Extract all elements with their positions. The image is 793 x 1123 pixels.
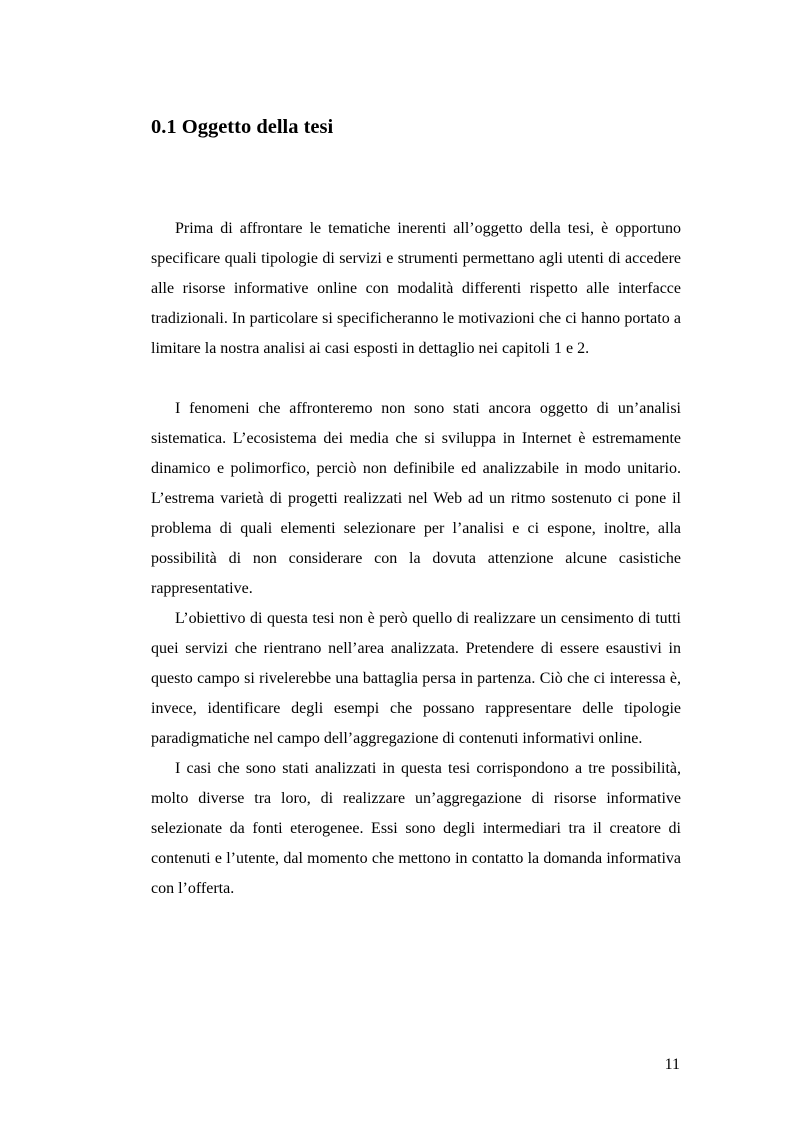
paragraph-phenomena: I fenomeni che affronteremo non sono stati ancora oggetto di un’analisi sistematica. L’ecosistema dei media che si sviluppa in Internet è estremamente dinamico e polimorfico, perciò non definibile ed analizzabile in modo unitario. L’estrema varietà di progetti realizzati nel Web ad un ritmo sostenuto ci pone il problema di quali elementi selezionare per l’analisi e ci espone, inoltre, alla possibilità di non considerare con la dovuta attenzione alcune casistiche rappresentative. (151, 400, 681, 597)
paragraph-intro: Prima di affrontare le tematiche inerenti all’oggetto della tesi, è opportuno specificare quali tipologie di servizi e strumenti permettano agli utenti di accedere alle risorse informative online con modalità differenti rispetto alle interfacce tradizionali. In particolare si specificheranno le motivazioni che ci hanno portato a limitare la nostra analisi ai casi esposti in dettaglio nei capitoli 1 e 2. (151, 220, 681, 357)
paragraph-cases: I casi che sono stati analizzati in questa tesi corrispondono a tre possibilità, molto diverse tra loro, di realizzare un’aggregazione di risorse informative selezionate da fonti eterogenee. Essi sono degli intermediari tra il creatore di contenuti e l’utente, dal momento che mettono in contatto la domanda informativa con l’offerta. (151, 760, 681, 897)
section-heading: 0.1 Oggetto della tesi (151, 116, 334, 138)
paragraph-spacer (151, 364, 681, 394)
page-number: 11 (664, 1056, 680, 1073)
paragraph-objective: L’obiettivo di questa tesi non è però quello di realizzare un censimento di tutti quei servizi che rientrano nell’area analizzata. Pretendere di essere esaustivi in questo campo si rivelerebbe una battaglia persa in partenza. Ciò che ci interessa è, invece, identificare degli esempi che possano rappresentare delle tipologie paradigmatiche nel campo dell’aggregazione di contenuti informativi online. (151, 610, 681, 747)
body-text (151, 214, 681, 904)
